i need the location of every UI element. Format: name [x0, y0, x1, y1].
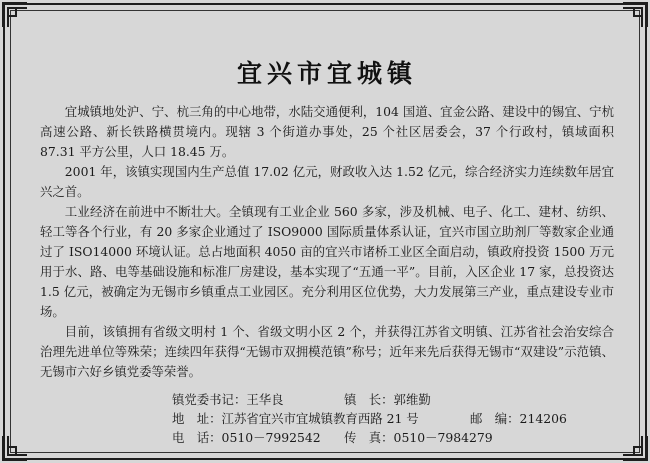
paragraph-overview: 宜城镇地处沪、宁、杭三角的中心地带，水陆交通便利，104 国道、宜金公路、建设中的锡宜、宁杭高速公路、新长铁路横贯境内。现辖 3 个街道办事处，25 个社区居委会，37 个行政村，镇域面积 87.31 平方公里，人口 18.45 万。 — [40, 104, 614, 159]
page-title: 宜兴市宜城镇 — [236, 59, 417, 88]
paragraph-industry: 工业经济在前进中不断壮大。全镇现有工业企业 560 多家，涉及机械、电子、化工、建材、纺织、轻工等各个行业，有 20 多家企业通过了 ISO9000 国际质量体系认证，宜兴市国立助剂厂等数家企业通过了 ISO14000 环境认证。总占地面积 4050 亩的宜兴市诸桥工业区全面启动，镇政府投资 1500 万元用于水、路、电等基础设施和标准厂房建设，基本实现了“五通一平”。目前，入区企业 17 家，总投资达 1.5 亿元，被确定为无锡市乡镇重点工业园区。充分利用区位优势，大力发展第三产业，重点建设专业市场。 — [40, 204, 614, 319]
address: 地 址：江苏省宜兴市宜城镇教育西路 21 号 — [172, 411, 419, 426]
contact-block — [40, 390, 614, 447]
paragraph-economy: 2001 年，该镇实现国内生产总值 17.02 亿元，财政收入达 1.52 亿元，综合经济实力连续数年居宜兴之首。 — [40, 164, 614, 199]
phone: 电 话：0510－7992542 — [172, 430, 321, 445]
corner-ornament-icon — [622, 2, 648, 28]
contact-row-officials — [172, 390, 614, 409]
corner-ornament-icon — [2, 2, 28, 28]
fax: 传 真：0510－7984279 — [344, 430, 493, 445]
contact-row-phone — [172, 428, 614, 447]
party-secretary: 镇党委书记：王华良 — [172, 392, 284, 407]
corner-ornament-icon — [622, 435, 648, 461]
corner-ornament-icon — [2, 435, 28, 461]
document-body — [40, 14, 614, 449]
paragraph-honors: 目前，该镇拥有省级文明村 1 个、省级文明小区 2 个，并获得江苏省文明镇、江苏省社会治安综合治理先进单位等殊荣；连续四年获得“无锡市双拥模范镇”称号；近年来先后获得无锡市“双建设”示范镇、无锡市六好乡镇党委等荣誉。 — [40, 324, 614, 379]
contact-row-address — [172, 409, 614, 428]
postcode: 邮 编：214206 — [470, 411, 567, 426]
town-mayor: 镇 长：郭维勤 — [344, 392, 431, 407]
